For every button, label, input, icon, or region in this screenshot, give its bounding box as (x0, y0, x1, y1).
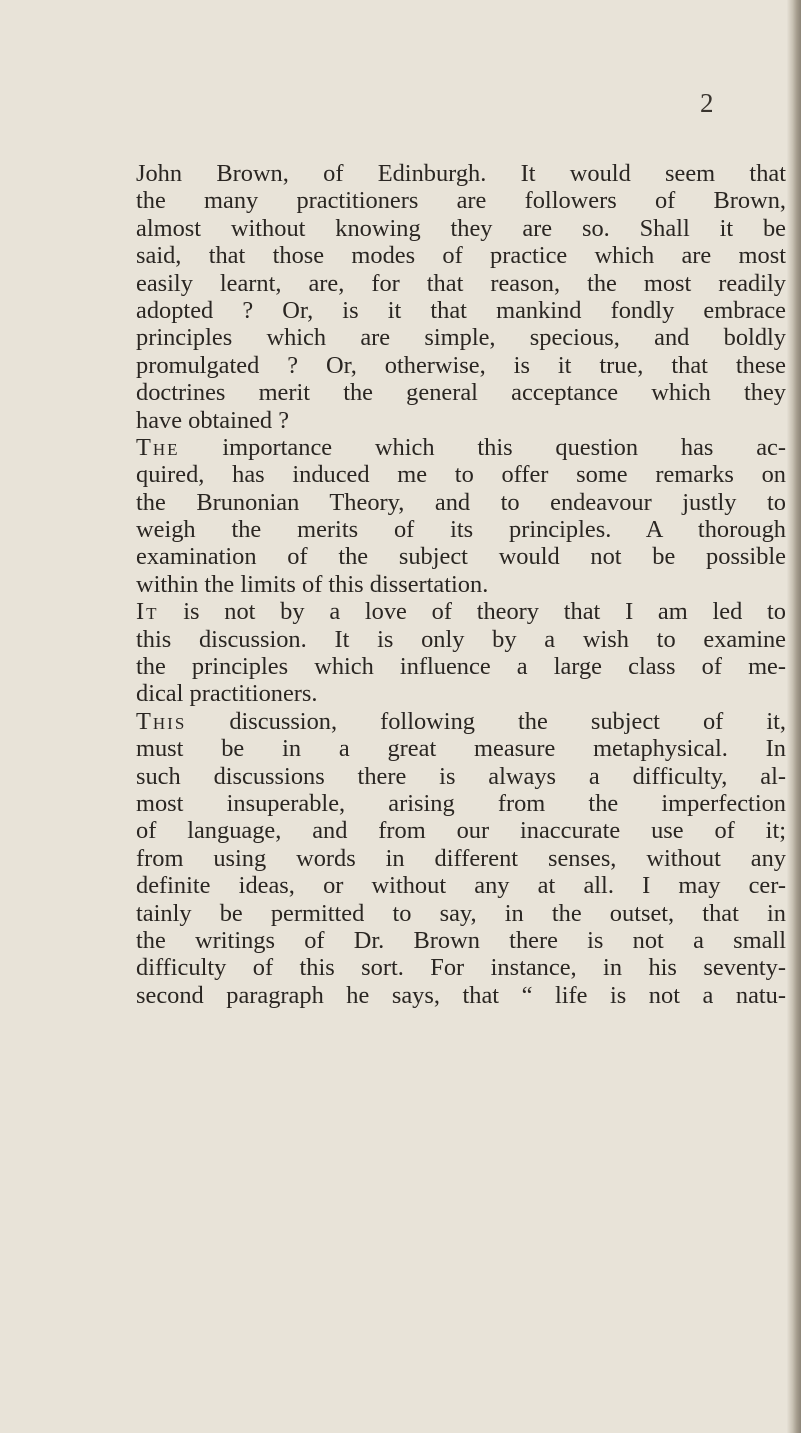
text-line: the writings of Dr. Brown there is not a small (136, 926, 786, 954)
paragraph-first-line (136, 598, 786, 625)
text-line: dical practitioners. (136, 680, 318, 708)
text-line: difficulty of this sort. For instance, in his seventy- (136, 954, 786, 982)
text-line: examination of the subject would not be possible (136, 543, 786, 571)
text-line: most insuperable, arising from the imperfection (136, 789, 786, 817)
text-line: second paragraph he says, that “ life is not a natu- (136, 981, 786, 1009)
first-line-rest: discussion, following the subject of it, (186, 707, 786, 735)
text-line: tainly be permitted to say, in the outset, that in (136, 899, 786, 927)
text-line: said, that those modes of practice which are most (136, 242, 786, 270)
text-line: the Brunonian Theory, and to endeavour justly to (136, 488, 786, 516)
text-line: the many practitioners are followers of Brown, (136, 187, 786, 215)
text-line: within the limits of this dissertation. (136, 570, 489, 598)
text-line: from using words in different senses, without any (136, 844, 786, 872)
page-number: 2 (700, 88, 714, 118)
small-caps-lead: This (136, 707, 187, 735)
text-line: almost without knowing they are so. Shall it be (136, 214, 786, 242)
text-line: this discussion. It is only by a wish to examine (136, 625, 786, 653)
paragraph-first-line (136, 434, 786, 461)
text-line: easily learnt, are, for that reason, the most readily (136, 269, 786, 297)
text-line: must be in a great measure metaphysical. In (136, 735, 786, 763)
text-line: such discussions there is always a difficulty, al- (136, 762, 786, 790)
text-line: principles which are simple, specious, and boldly (136, 324, 786, 352)
text-line: John Brown, of Edinburgh. It would seem that (136, 160, 786, 187)
small-caps-lead: The (136, 433, 180, 461)
first-line-rest: importance which this question has ac- (179, 433, 786, 461)
page-edge-shadow (787, 0, 801, 1433)
text-line: quired, has induced me to offer some remarks on (136, 461, 786, 489)
text-line: weigh the merits of its principles. A thorough (136, 516, 786, 544)
text-line: doctrines merit the general acceptance which they (136, 379, 786, 407)
text-line: the principles which influence a large class of me- (136, 653, 786, 681)
text-line: have obtained ? (136, 406, 290, 434)
first-line-rest: is not by a love of theory that I am led to (158, 598, 786, 626)
body-text (136, 160, 786, 1009)
small-caps-lead: It (136, 598, 159, 626)
text-line: of language, and from our inaccurate use of it; (136, 817, 786, 845)
text-line: promulgated ? Or, otherwise, is it true, that these (136, 351, 786, 379)
text-line: adopted ? Or, is it that mankind fondly embrace (136, 296, 786, 324)
text-line: definite ideas, or without any at all. I may cer- (136, 872, 786, 900)
paragraph-first-line (136, 708, 786, 735)
